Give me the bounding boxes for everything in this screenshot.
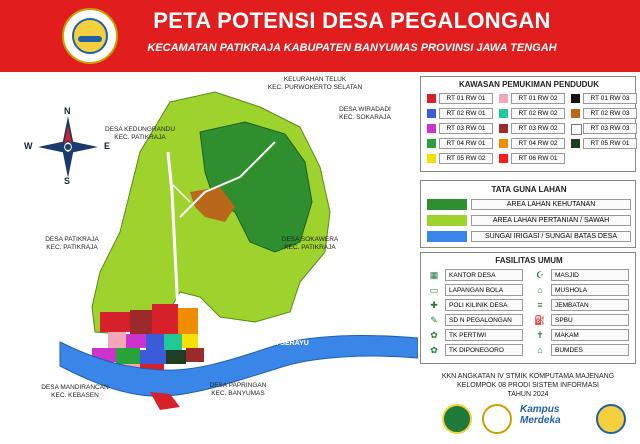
color-swatch xyxy=(571,124,582,135)
legend-facility-label: MAKAM xyxy=(551,329,629,341)
legend-panel xyxy=(420,76,636,444)
color-swatch xyxy=(427,231,467,242)
legend-facility-item xyxy=(533,269,633,281)
color-swatch xyxy=(571,139,580,148)
legend-rt-item xyxy=(499,108,563,119)
bridge-icon: ≡ xyxy=(537,300,543,310)
legend-rt-item xyxy=(499,138,563,149)
river-label: SUNGAI SERAYU xyxy=(251,340,309,347)
legend-landuse-label: AREA LAHAN PERTANIAN / SAWAH xyxy=(471,215,631,226)
legend-facility-item xyxy=(533,299,633,311)
color-swatch xyxy=(571,109,580,118)
prayer-room-icon: ⌂ xyxy=(537,285,543,295)
color-swatch xyxy=(499,139,508,148)
legend-rt-label: RT 04 RW 02 xyxy=(511,138,565,149)
color-swatch xyxy=(499,109,508,118)
legend-landuse-item xyxy=(427,199,631,210)
kindergarten-icon: ✿ xyxy=(430,330,438,340)
field-icon: ▭ xyxy=(429,285,439,295)
map-label-teluk: KELURAHAN TELUK KEC. PURWOKERTO SELATAN xyxy=(267,76,363,91)
legend-facility-item xyxy=(533,284,633,296)
legend-facility-item xyxy=(533,329,633,341)
color-swatch xyxy=(427,139,436,148)
map-label-wiradadi: DESA WIRADADI KEC. SOKARAJA xyxy=(339,106,391,121)
regency-emblem-icon xyxy=(62,8,118,64)
kampus-merdeka-logo: Kampus Merdeka xyxy=(520,404,561,426)
legend-rt-label: RT 03 RW 02 xyxy=(511,123,565,134)
cemetery-icon: ✝ xyxy=(536,330,544,340)
mosque-icon: ☪ xyxy=(535,270,545,280)
legend-facility-label: BUMDES xyxy=(551,344,629,356)
legend-facility-item xyxy=(427,314,527,326)
legend-rt-label: RT 01 RW 03 xyxy=(583,93,637,104)
legend-rt-item xyxy=(427,108,491,119)
legend-rt-item xyxy=(571,138,635,149)
legend-rt-item xyxy=(499,123,563,134)
color-swatch xyxy=(499,124,508,133)
compass-south: S xyxy=(64,176,71,186)
legend-rt-item xyxy=(571,123,635,134)
map-label-sokawera: DESA SOKAWERA KEC. PATIKRAJA xyxy=(281,236,339,251)
facility-legend: FASILITAS UMUM ▦ KANTOR DESA ☪ MASJID ▭ LAPANGAN BOLA ⌂ MUSHOLA ✚ POLI KILINIK DESA ≡ JEMBATAN ✎ SD N PEGALONGAN ⛽ SPBU ✿ TK PERTIWI ✝ MAKAM ✿ TK DIPONEGORO ⌂ BUMDES xyxy=(420,252,636,364)
compass-rose-icon xyxy=(24,106,111,186)
legend-rt-label: RT 05 RW 01 xyxy=(583,138,637,149)
legend-facility-label: SD N PEGALONGAN xyxy=(445,314,523,326)
color-swatch xyxy=(427,94,436,103)
legend-facility-label: LAPANGAN BOLA xyxy=(445,284,523,296)
university-logo-icon xyxy=(442,404,472,434)
legend-facility-label: TK DIPONEGORO xyxy=(445,344,523,356)
legend-rt-label: RT 02 RW 01 xyxy=(439,108,493,119)
legend-facility-label: SPBU xyxy=(551,314,629,326)
legend-facility-item xyxy=(427,284,527,296)
building-icon: ▦ xyxy=(429,270,439,280)
legend-rt-item xyxy=(499,153,563,164)
legend-rt-item xyxy=(571,108,635,119)
legend-rt-label: RT 06 RW 01 xyxy=(511,153,565,164)
map-title: PETA POTENSI DESA PEGALONGAN xyxy=(153,8,551,33)
legend-rt-label: RT 02 RW 03 xyxy=(583,108,637,119)
legend-facility-item xyxy=(533,314,633,326)
legend-rt-item xyxy=(427,153,491,164)
compass-east: E xyxy=(104,141,111,151)
color-swatch xyxy=(427,199,467,210)
legend-facility-label: JEMBATAN xyxy=(551,299,629,311)
settlement-legend: KAWASAN PEMUKIMAN PENDUDUK RT 01 RW 01 RT 01 RW 02 RT 01 RW 03 RT 02 RW 01 RT 02 RW 02 RT 02 RW 03 RT 03 RW 01 RT 03 RW 02 RT 03 RW 03 RT 04 RW 01 RT 04 RW 02 RT 05 RW 01 RT 05 RW 02 RT 06 RW 01 xyxy=(420,76,636,172)
school-icon: ✎ xyxy=(430,315,438,325)
legend-facility-label: MASJID xyxy=(551,269,629,281)
legend-landuse-label: SUNGAI IRIGASI / SUNGAI BATAS DESA xyxy=(471,231,631,242)
legend-rt-label: RT 05 RW 02 xyxy=(439,153,493,164)
compass-north: N xyxy=(64,106,71,116)
legend-facility-label: MUSHOLA xyxy=(551,284,629,296)
color-swatch xyxy=(499,154,508,163)
legend-rt-label: RT 01 RW 02 xyxy=(511,93,565,104)
map-subtitle: KECAMATAN PATIKRAJA KABUPATEN BANYUMAS PROVINSI JAWA TENGAH xyxy=(147,42,557,54)
credits: KKN ANGKATAN IV STMIK KOMPUTAMA MAJENANG KELOMPOK 08 PRODI SISTEM INFORMASI TAHUN 2024 xyxy=(441,373,615,398)
legend-rt-label: RT 02 RW 02 xyxy=(511,108,565,119)
legend-rt-item xyxy=(499,93,563,104)
map-label-papringan: DESA PAPRINGAN KEC. BANYUMAS xyxy=(209,382,267,397)
legend-rt-label: RT 03 RW 03 xyxy=(583,123,637,134)
legend-landuse-label: AREA LAHAN KEHUTANAN xyxy=(471,199,631,210)
legend-facility-item xyxy=(427,329,527,341)
legend-facility-item xyxy=(427,269,527,281)
title-bar xyxy=(0,0,640,72)
legend-rt-label: RT 03 RW 01 xyxy=(439,123,493,134)
color-swatch xyxy=(571,94,580,103)
map-label-mandirancan: DESA MANDIRANCAN KEC. KEBASEN xyxy=(41,384,109,399)
gas-station-icon: ⛽ xyxy=(534,315,546,325)
kindergarten-icon: ✿ xyxy=(430,345,438,355)
map-label-kedungrandu: DESA KEDUNGRANDU KEC. PATIKRAJA xyxy=(104,126,176,141)
legend-facility-label: POLI KILINIK DESA xyxy=(445,299,523,311)
legend-facility-item xyxy=(427,299,527,311)
color-swatch xyxy=(499,94,508,103)
group-08-logo-icon xyxy=(596,404,626,434)
legend-rt-label: RT 01 RW 01 xyxy=(439,93,493,104)
legend-facility-item xyxy=(427,344,527,356)
legend-facility-label: KANTOR DESA xyxy=(445,269,523,281)
color-swatch xyxy=(427,154,436,163)
bumdes-icon: ⌂ xyxy=(537,345,543,355)
color-swatch xyxy=(427,124,436,133)
legend-rt-item xyxy=(427,138,491,149)
legend-rt-label: RT 04 RW 01 xyxy=(439,138,493,149)
legend-landuse-item xyxy=(427,231,631,242)
legend-rt-item xyxy=(427,123,491,134)
legend-landuse-item xyxy=(427,215,631,226)
color-swatch xyxy=(427,109,436,118)
map-label-patikraja: DESA PATIKRAJA KEC. PATIKRAJA xyxy=(45,236,99,251)
legend-rt-item xyxy=(427,93,491,104)
legend-facility-label: TK PERTIWI xyxy=(445,329,523,341)
legend-rt-item xyxy=(571,93,635,104)
clinic-icon: ✚ xyxy=(430,300,438,310)
color-swatch xyxy=(427,215,467,226)
legend-facility-item xyxy=(533,344,633,356)
kkn-logo-icon xyxy=(482,404,512,434)
compass-west: W xyxy=(24,141,33,151)
landuse-legend: TATA GUNA LAHAN AREA LAHAN KEHUTANAN AREA LAHAN PERTANIAN / SAWAH SUNGAI IRIGASI / SUNGAI BATAS DESA xyxy=(420,180,636,248)
